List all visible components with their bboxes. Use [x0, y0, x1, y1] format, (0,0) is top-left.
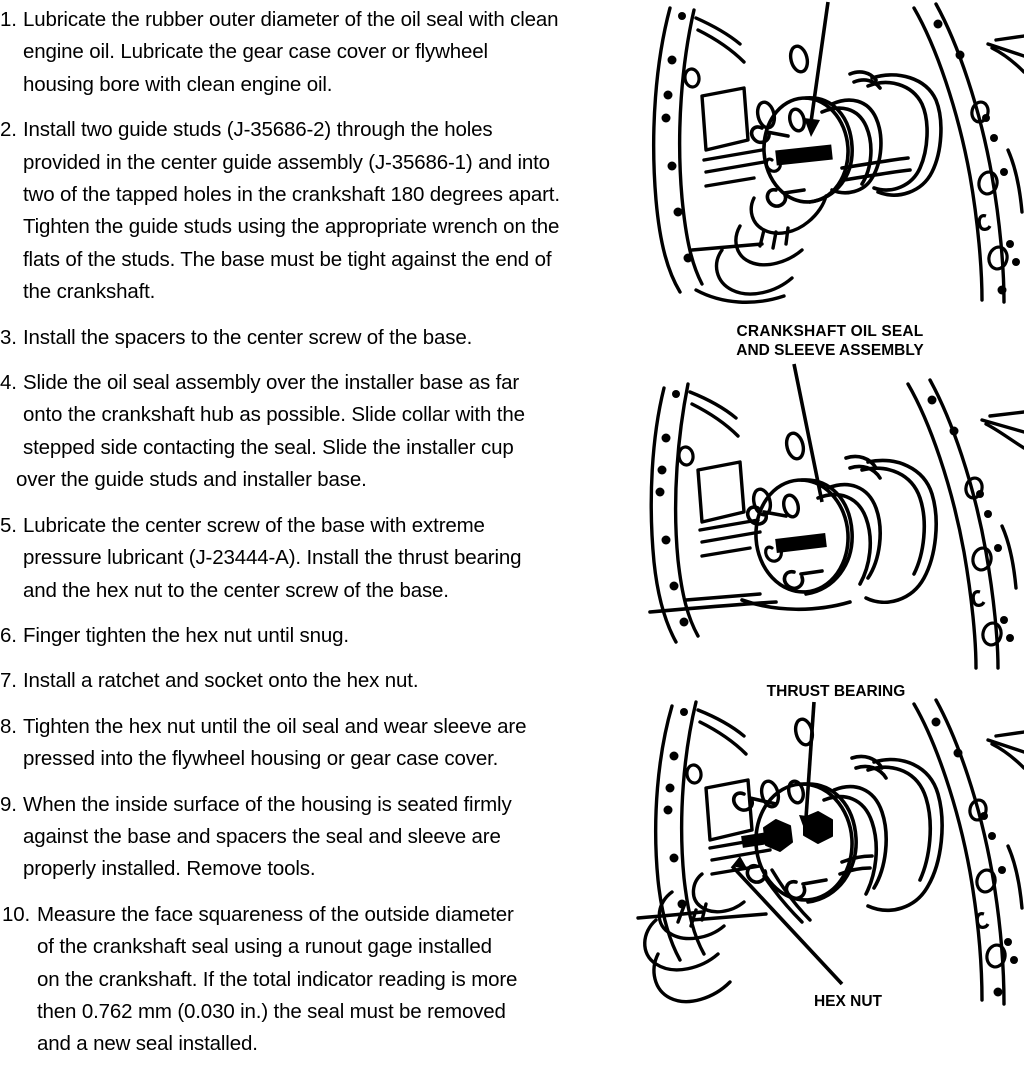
figure-3-caption-bottom: HEX NUT	[813, 993, 883, 1010]
step-text	[23, 510, 636, 607]
step-text-line: of the crankshaft seal using a runout gage installed	[37, 935, 492, 959]
step-text-line: pressed into the flywheel housing or gear case cover.	[23, 747, 499, 771]
step-text-line: Measure the face squareness of the outside diameter	[37, 902, 514, 926]
procedure-step	[0, 789, 636, 886]
step-text	[23, 4, 636, 101]
step-text	[23, 114, 636, 308]
step-text-line: housing bore with clean engine oil.	[23, 72, 333, 96]
step-text	[37, 899, 636, 1061]
step-number: 8.	[0, 714, 17, 738]
step-text-line: over the guide studs and installer base.	[16, 468, 367, 492]
step-text-line: against the base and spacers the seal and sleeve are	[23, 824, 501, 848]
step-text-line: engine oil. Lubricate the gear case cover or flywheel	[23, 40, 488, 64]
step-number: 5.	[0, 513, 17, 537]
step-text-line: Install a ratchet and socket onto the hex nut.	[23, 669, 419, 693]
seal-sleeve-assembly	[752, 72, 941, 206]
step-text-line: Tighten the guide studs using the appropriate wrench on the	[23, 215, 560, 239]
step-text-line: on the crankshaft. If the total indicator reading is more	[37, 967, 518, 991]
figure-3-caption-top: THRUST BEARING	[766, 683, 906, 700]
step-number: 10.	[1, 902, 30, 926]
step-text-line: Install two guide studs (J-35686-2) through the holes	[23, 118, 493, 142]
step-text-line: properly installed. Remove tools.	[23, 857, 316, 881]
step-number: 4.	[0, 371, 17, 395]
leader-arrow	[804, 2, 828, 137]
procedure-step	[0, 665, 636, 697]
procedure-step	[0, 620, 636, 652]
step-number: 7.	[0, 669, 17, 693]
step-number: 6.	[0, 623, 17, 647]
figure-seal-assembly-seated	[636, 310, 1024, 670]
figure-1-linework	[636, 0, 1024, 310]
procedure-step	[0, 114, 636, 308]
procedure-step	[0, 711, 636, 776]
step-text-line: Install the spacers to the center screw of the base.	[23, 325, 473, 349]
step-text-line: two of the tapped holes in the crankshaft 180 degrees apart.	[23, 183, 560, 207]
figure-2-caption-line-1: CRANKSHAFT OIL SEAL	[736, 323, 924, 340]
step-text-line: Lubricate the center screw of the base with extreme	[23, 513, 485, 537]
illustrations-column	[636, 0, 1024, 1014]
step-text-line: Slide the oil seal assembly over the installer base as far	[23, 371, 520, 395]
figure-2-caption-line-2: AND SLEEVE ASSEMBLY	[736, 342, 924, 359]
figure-3-linework	[636, 670, 1024, 1014]
procedure-step	[0, 510, 636, 607]
step-text	[16, 367, 636, 497]
step-text-line: flats of the studs. The base must be tight against the end of	[23, 247, 552, 271]
installer-assembly	[734, 756, 942, 910]
figure-2-linework	[636, 310, 1024, 670]
procedure-step	[0, 4, 636, 101]
step-text-line: the crankshaft.	[23, 280, 156, 304]
step-text	[23, 322, 636, 354]
step-number: 1.	[0, 8, 17, 31]
step-text	[23, 789, 636, 886]
figure-seal-installation	[636, 0, 1024, 310]
seal-sleeve-assembly	[650, 456, 936, 612]
procedure-step	[0, 367, 636, 497]
step-text-line: and a new seal installed.	[37, 1032, 258, 1056]
step-text-line: pressure lubricant (J-23444-A). Install the thrust bearing	[23, 546, 522, 570]
step-text	[23, 711, 636, 776]
step-text	[23, 665, 636, 697]
step-text-line: provided in the center guide assembly (J-35686-1) and into	[23, 150, 550, 174]
step-text-line: onto the crankshaft hub as possible. Slide collar with the	[23, 403, 525, 427]
step-number: 2.	[0, 118, 17, 142]
step-text-line: stepped side contacting the seal. Slide the installer cup	[23, 435, 514, 459]
step-number: 3.	[0, 325, 17, 349]
procedure-step	[0, 322, 636, 354]
step-text-line: and the hex nut to the center screw of the base.	[23, 578, 449, 602]
step-text	[23, 620, 636, 652]
step-number: 9.	[0, 792, 17, 816]
step-text-line: then 0.762 mm (0.030 in.) the seal must be removed	[37, 999, 506, 1023]
step-text-line: Tighten the hex nut until the oil seal and wear sleeve are	[23, 714, 527, 738]
step-text-line: Lubricate the rubber outer diameter of the oil seal with clean	[23, 8, 559, 31]
figure-thrust-bearing-hex-nut	[636, 670, 1024, 1014]
step-text-line: Finger tighten the hex nut until snug.	[23, 623, 349, 647]
step-text-line: When the inside surface of the housing is seated firmly	[23, 792, 512, 816]
procedure-step	[0, 899, 636, 1061]
